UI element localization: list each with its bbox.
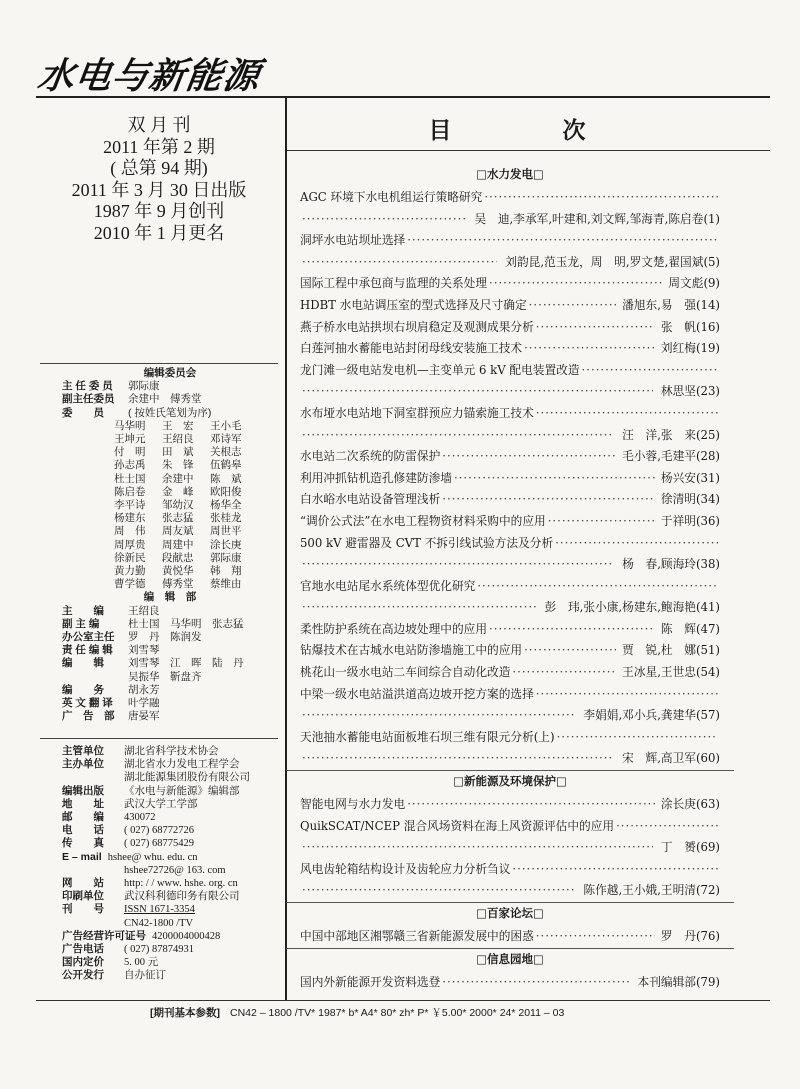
entry-title: 燕子桥水电站拱坝右坝肩稳定及观测成果分析 — [300, 319, 534, 334]
info-label: 广告电话 — [62, 943, 104, 956]
toc-entry[interactable] — [300, 187, 720, 230]
staff-row — [62, 618, 278, 631]
info-value: 4200004000428 — [152, 930, 221, 942]
entry-title: 天池抽水蓄能电站面板堆石坝三维有限元分析(上) — [300, 729, 555, 744]
info-label: 邮 编 — [62, 811, 104, 824]
entry-page: (60) — [696, 751, 720, 766]
board-member: 金 峰 — [162, 485, 194, 498]
board-member: 杨建东 — [114, 512, 146, 525]
info-value: 武汉科利德印务有限公司 — [124, 891, 240, 903]
entry-title: 中国中部地区湘鄂赣三省新能源发展中的困惑 — [300, 929, 534, 943]
entry-title: 桃花山一级水电站二车间综合自动化改造 — [300, 665, 511, 680]
board-member: 周厚贵 — [114, 538, 146, 551]
info-value: CN42-1800 /TV — [124, 917, 194, 929]
leader-dots — [302, 381, 653, 403]
info-row — [62, 943, 278, 956]
staff-row — [62, 710, 278, 723]
leader-dots — [536, 926, 655, 948]
board-member: 韩 翔 — [210, 565, 242, 578]
entry-page: (72) — [696, 883, 720, 898]
info-value[interactable]: hshee@ whu. edu. cn — [107, 851, 198, 863]
board-member: 王坤元 — [114, 433, 146, 446]
info-label: 广告经营许可证号 — [62, 929, 146, 942]
board-member: 田 斌 — [162, 446, 194, 459]
toc-entry[interactable] — [300, 468, 720, 490]
info-row — [62, 864, 278, 877]
entry-title: 官地水电站尾水系统体型优化研究 — [300, 578, 476, 593]
publish-date: 2011 年 3 月 30 日出版 — [71, 179, 247, 200]
leader-dots — [548, 511, 655, 533]
entry-authors: 丁 赟 — [660, 840, 696, 855]
info-row — [62, 903, 278, 916]
leader-dots — [484, 187, 718, 209]
entry-page: (47) — [696, 621, 720, 636]
info-value: 湖北省科学技术协会 — [124, 746, 219, 757]
toc-entry[interactable] — [300, 684, 720, 727]
entry-page: (63) — [696, 797, 720, 812]
board-member: 马华明 — [114, 419, 146, 432]
publisher-info — [62, 745, 278, 983]
entry-title: 水电站二次系统的防雷保护 — [300, 449, 441, 464]
entry-page: (38) — [696, 557, 720, 572]
entry-page: (79) — [696, 974, 720, 989]
entry-authors: 于祥明 — [660, 513, 696, 528]
entry-authors: 张 帆 — [660, 319, 696, 334]
board-member: 周 伟 — [114, 525, 146, 538]
entry-page: (69) — [696, 840, 720, 855]
leader-dots — [616, 816, 718, 838]
toc-entry[interactable] — [300, 295, 720, 317]
toc-entry[interactable] — [300, 640, 720, 662]
info-row — [62, 824, 278, 837]
leader-dots — [442, 972, 631, 994]
board-member: 关根志 — [210, 446, 242, 459]
toc-entry[interactable] — [300, 360, 720, 403]
leader-dots — [442, 446, 616, 468]
board-director: 主 任 委 员 郭际康 — [62, 380, 160, 393]
entry-page: (9) — [703, 276, 720, 291]
board-member: 涂长庚 — [210, 538, 242, 551]
leader-dots — [524, 640, 616, 662]
board-title: 编辑委员会 — [143, 367, 197, 379]
staff-role: 责 任 编 辑 — [62, 644, 113, 657]
staff-names: 唐晏军 — [128, 710, 160, 723]
leader-dots — [302, 880, 575, 902]
entry-page: (57) — [696, 708, 720, 723]
entry-authors: 陈 辉 — [660, 621, 696, 636]
staff-names: 吴振华 靳盘齐 — [128, 670, 202, 683]
leader-dots — [442, 489, 655, 511]
entry-page: (54) — [696, 665, 720, 680]
staff-row — [62, 697, 278, 710]
info-row — [62, 890, 278, 903]
entry-page: (19) — [696, 341, 720, 356]
toc-entry[interactable] — [300, 926, 720, 948]
info-row — [62, 837, 278, 850]
total-issue: ( 总第 94 期) — [110, 158, 208, 178]
leader-dots — [477, 576, 718, 598]
info-row — [62, 758, 278, 771]
renamed-date: 2010 年 1 月更名 — [93, 222, 225, 243]
board-member: 李平诗 — [114, 499, 146, 512]
leader-dots — [555, 533, 718, 555]
staff-names: 胡永芳 — [128, 683, 160, 696]
board-member: 郭际康 — [210, 551, 242, 564]
entry-title: 中梁一级水电站溢洪道高边坡开挖方案的选择 — [300, 686, 534, 701]
member-names — [114, 420, 264, 592]
leader-dots — [536, 403, 718, 425]
entry-authors: 杨兴安 — [660, 470, 696, 485]
info-value: ( 027) 87874931 — [124, 944, 194, 956]
info-value: ( 027) 68775429 — [124, 838, 194, 850]
board-member-heading: 委 员 ( 按姓氏笔划为序) — [62, 406, 212, 419]
entry-authors: 涂长庚 — [660, 797, 696, 812]
board-member: 余建中 — [162, 472, 194, 485]
entry-page: (41) — [696, 600, 720, 615]
entry-title: 水布垭水电站地下洞室群预应力锚索施工技术 — [300, 405, 534, 420]
board-member: 周友斌 — [162, 525, 194, 538]
board-member: 张桂龙 — [210, 512, 242, 525]
info-label: 电 话 — [62, 824, 104, 837]
staff-row — [62, 671, 278, 684]
entry-title: 钻爆技术在古城水电站防渗墙施工中的应用 — [300, 643, 523, 658]
toc-entry[interactable] — [300, 794, 720, 816]
leader-dots — [302, 748, 614, 770]
toc-entry[interactable] — [300, 533, 720, 576]
board-member: 朱 锋 — [162, 459, 194, 472]
board-members — [62, 420, 278, 592]
toc-entry[interactable] — [300, 619, 720, 641]
entry-page: (36) — [696, 513, 720, 528]
staff-role: 编 务 — [62, 683, 104, 696]
entry-title: 洞坪水电站坝址选择 — [300, 233, 406, 248]
board-member: 欧阳俊 — [210, 485, 242, 498]
staff-role: 英 文 翻 译 — [62, 697, 113, 710]
staff-names: 刘雪琴 江 晖 陆 丹 — [128, 657, 244, 670]
entry-title: 柔性防护系统在高边坡处理中的应用 — [300, 621, 488, 636]
info-label: 传 真 — [62, 837, 104, 850]
staff-role: 编 辑 — [62, 657, 104, 670]
toc-section-heading: □水力发电□ — [476, 167, 544, 181]
entry-authors: 潘旭东,易 强 — [622, 297, 696, 312]
journal-parameters — [150, 1005, 710, 1020]
toc-title: 目 次 — [428, 118, 630, 144]
info-label: 编辑出版 — [62, 784, 104, 797]
toc-section-heading: □百家论坛□ — [476, 906, 544, 920]
board-member: 徐新民 — [114, 551, 146, 564]
entry-page: (23) — [696, 384, 720, 399]
board-member: 邹幼汉 — [162, 499, 194, 512]
entry-authors: 李娟娟,邓小兵,龚建华 — [583, 708, 696, 723]
board-member: 蔡维由 — [210, 578, 242, 591]
entry-authors: 吴 迪,李承军,叶建和,刘文辉,邹海青,陈启卷 — [474, 211, 704, 226]
entry-page: (14) — [696, 297, 720, 312]
toc-entry[interactable] — [300, 576, 720, 619]
info-row — [62, 877, 278, 890]
info-value[interactable]: hshee72726@ 163. com — [124, 864, 226, 876]
leader-dots — [454, 468, 655, 490]
entry-title: “调价公式法”在水电工程物资材料采购中的应用 — [300, 513, 546, 528]
toc-entry[interactable] — [300, 662, 720, 684]
staff-names: 罗 丹 陈润发 — [128, 631, 202, 644]
info-label: 网 站 — [62, 877, 104, 890]
toc-section-heading: □信息园地□ — [476, 951, 544, 966]
toc-entry[interactable] — [300, 338, 720, 360]
leader-dots — [512, 662, 616, 684]
info-label: 国内定价 — [62, 956, 104, 969]
info-row — [62, 745, 278, 758]
entry-title: 白水峪水电站设备管理浅析 — [300, 492, 441, 507]
board-member: 曹学德 — [114, 578, 146, 591]
info-row — [62, 930, 278, 943]
entry-authors: 刘红梅 — [660, 341, 696, 356]
staff-list — [62, 605, 278, 724]
leader-dots — [302, 597, 537, 619]
leader-dots — [302, 252, 497, 274]
entry-authors: 林思坚 — [660, 384, 696, 399]
entry-page: (28) — [696, 449, 720, 464]
staff-row — [62, 605, 278, 618]
board-member: 段献忠 — [162, 551, 194, 564]
board-member: 傅秀堂 — [162, 578, 194, 591]
journal-logo: 水电与新能源 — [35, 55, 263, 97]
issue-number: 2011 年第 2 期 — [103, 136, 215, 157]
board-member: 黄力勤 — [114, 565, 146, 578]
founded-date: 1987 年 9 月创刊 — [93, 201, 225, 221]
entry-page: (34) — [696, 492, 720, 507]
entry-authors: 刘韵昆,范玉龙，周 明,罗文楚,翟国斌 — [505, 254, 704, 269]
leader-dots — [524, 338, 655, 360]
leader-dots — [557, 727, 718, 749]
entry-page: (51) — [696, 643, 720, 658]
info-label: 印刷单位 — [62, 890, 104, 903]
leader-dots — [407, 230, 718, 252]
board-member: 张志猛 — [162, 512, 194, 525]
entry-page: (25) — [696, 427, 720, 442]
info-row — [62, 811, 278, 824]
bottom-rule — [36, 1000, 770, 1001]
board-member: 王小毛 — [210, 419, 242, 432]
entry-authors: 宋 辉,高卫军 — [622, 751, 696, 766]
leader-dots — [582, 360, 718, 382]
board-member: 王绍良 — [162, 433, 194, 446]
info-row — [62, 785, 278, 798]
entry-title: 白莲河抽水蓄能电站封闭母线安装施工技术 — [300, 341, 523, 356]
toc-entry[interactable] — [300, 511, 720, 533]
board-member: 黄悦华 — [162, 565, 194, 578]
entry-title: 国际工程中承包商与监理的关系处理 — [300, 276, 488, 291]
entry-authors: 彭 玮,张小康,杨建东,鲍海艳 — [544, 600, 696, 615]
info-row — [62, 798, 278, 811]
staff-role: 广 告 部 — [62, 710, 115, 723]
entry-authors: 罗 丹 — [660, 929, 696, 943]
info-label — [62, 771, 124, 784]
entry-authors: 杨 春,顾海玲 — [622, 557, 696, 572]
board-member: 周世平 — [210, 525, 242, 538]
board-member: 孙志禹 — [114, 459, 146, 472]
board-member: 周建中 — [162, 538, 194, 551]
info-value: ISSN 1671-3354 — [124, 904, 195, 916]
info-row — [62, 956, 278, 969]
entry-authors: 徐清明 — [660, 492, 696, 507]
entry-title: QuikSCAT/NCEP 混合风场资料在海上风资源评估中的应用 — [300, 818, 615, 833]
board-member: 伍鹤皋 — [210, 459, 242, 472]
board-divider — [40, 363, 278, 364]
toc-section-heading: □新能源及环境保护□ — [453, 774, 567, 789]
info-value: 《水电与新能源》编辑部 — [124, 785, 240, 797]
board-member: 陈启卷 — [114, 485, 146, 498]
staff-row — [62, 684, 278, 697]
board-member: 陈 斌 — [210, 472, 242, 485]
info-value: 430072 — [124, 812, 156, 824]
board-member: 杜士国 — [114, 472, 146, 485]
info-label: 公开发行 — [62, 969, 104, 982]
entry-title: 利用冲抓钻机造孔修建防渗墙 — [300, 470, 452, 485]
toc-entry[interactable] — [300, 489, 720, 511]
info-label: 刊 号 — [62, 903, 104, 916]
staff-role — [62, 671, 128, 684]
entry-page: (5) — [703, 254, 720, 269]
info-label: E – mail — [62, 850, 102, 863]
frequency: 双 月 刊 — [127, 115, 191, 135]
staff-role: 主 编 — [62, 604, 104, 617]
leader-dots — [536, 317, 655, 339]
leader-dots — [512, 859, 718, 881]
toc-entry[interactable] — [300, 403, 720, 446]
staff-row — [62, 631, 278, 644]
staff-role: 副 主 编 — [62, 617, 100, 630]
entry-authors: 贾 锐,杜 娜 — [622, 643, 696, 658]
leader-dots — [529, 295, 616, 317]
entry-page: (76) — [696, 929, 720, 943]
editors-title: 编 辑 部 — [143, 591, 197, 604]
staff-names: 刘雪琴 — [128, 644, 160, 657]
entry-title: HDBT 水电站调压室的型式选择及尺寸确定 — [300, 297, 527, 312]
toc-entry[interactable] — [300, 230, 720, 273]
toc-entry[interactable] — [300, 972, 720, 994]
entry-page: (31) — [696, 470, 720, 485]
info-label: 主办单位 — [62, 758, 104, 771]
parameters-label: [期刊基本参数] — [150, 1007, 220, 1019]
info-value: 湖北能源集团股份有限公司 — [124, 772, 250, 784]
entry-title: 龙门滩一级电站发电机—主变单元 6 kV 配电装置改造 — [300, 362, 580, 377]
board-vice-director: 副主任委员 余建中 傅秀堂 — [62, 393, 202, 406]
entry-title: 风电齿轮箱结构设计及齿轮应力分析刍议 — [300, 861, 511, 876]
entry-page: (1) — [703, 211, 720, 226]
board-member: 王 宏 — [162, 419, 194, 432]
entry-title: 国内外新能源开发资料选登 — [300, 974, 441, 989]
info-value: ( 027) 68772726 — [124, 825, 194, 837]
toc-entry[interactable] — [300, 317, 720, 339]
board-member: 杨华全 — [210, 499, 242, 512]
board-member: 付 明 — [114, 446, 146, 459]
parameters-value: CN42 – 1800 /TV* 1987* b* A4* 80* zh* P* ￥5.00* 2000* 24* 2011 – 03 — [230, 1007, 565, 1019]
info-label: 主管单位 — [62, 745, 104, 757]
entry-page: (16) — [696, 319, 720, 334]
entry-authors: 陈作越,王小娥,王明清 — [583, 883, 696, 898]
table-of-contents — [300, 164, 720, 993]
info-value: 湖北省水力发电工程学会 — [124, 759, 240, 771]
info-row — [62, 969, 278, 982]
info-value: 5. 00 元 — [124, 957, 159, 969]
staff-role: 办公室主任 — [62, 631, 115, 644]
leader-dots — [407, 794, 655, 816]
staff-row — [62, 657, 278, 670]
entry-authors: 汪 洋,张 来 — [622, 427, 696, 442]
toc-entry[interactable] — [300, 446, 720, 468]
leader-dots — [489, 619, 655, 641]
info-value[interactable]: http: / / www. hshe. org. cn — [124, 878, 238, 890]
staff-names: 叶学融 — [128, 697, 160, 710]
publication-info — [40, 115, 278, 244]
info-value: 武汉大学工学部 — [124, 798, 198, 810]
toc-entry[interactable] — [300, 727, 720, 770]
info-row — [62, 917, 278, 930]
entry-title: AGC 环境下水电机组运行策略研究 — [300, 190, 483, 204]
info-row — [62, 771, 278, 784]
info-label: 地 址 — [62, 797, 104, 810]
entry-authors: 本刊编辑部 — [637, 974, 696, 989]
toc-title-rule — [287, 150, 770, 151]
leader-dots — [536, 684, 718, 706]
entry-authors: 王冰星,王世忠 — [622, 665, 696, 680]
staff-row — [62, 644, 278, 657]
leader-dots — [302, 425, 614, 447]
info-label — [62, 917, 124, 930]
editorial-board — [62, 367, 278, 723]
info-value: 自办征订 — [124, 970, 166, 982]
entry-title: 智能电网与水力发电 — [300, 797, 406, 812]
staff-names: 杜士国 马华明 张志猛 — [128, 617, 244, 630]
board-member: 邓诗军 — [210, 433, 242, 446]
leader-dots — [302, 837, 653, 859]
staff-names: 王绍良 — [128, 604, 160, 617]
column-divider — [285, 98, 287, 1001]
info-label — [62, 864, 124, 877]
entry-authors: 毛小蓉,毛建平 — [622, 449, 696, 464]
entry-title: 500 kV 避雷器及 CVT 不拆引线试验方法及分析 — [300, 535, 554, 550]
info-row — [62, 851, 278, 864]
leader-dots — [302, 209, 466, 231]
leader-dots — [302, 705, 575, 727]
entry-authors: 周文彪 — [668, 276, 704, 291]
info-divider — [40, 738, 278, 739]
leader-dots — [489, 273, 662, 295]
leader-dots — [302, 554, 614, 576]
toc-entry[interactable] — [300, 816, 720, 859]
toc-entry[interactable] — [300, 859, 720, 902]
toc-entry[interactable] — [300, 273, 720, 295]
